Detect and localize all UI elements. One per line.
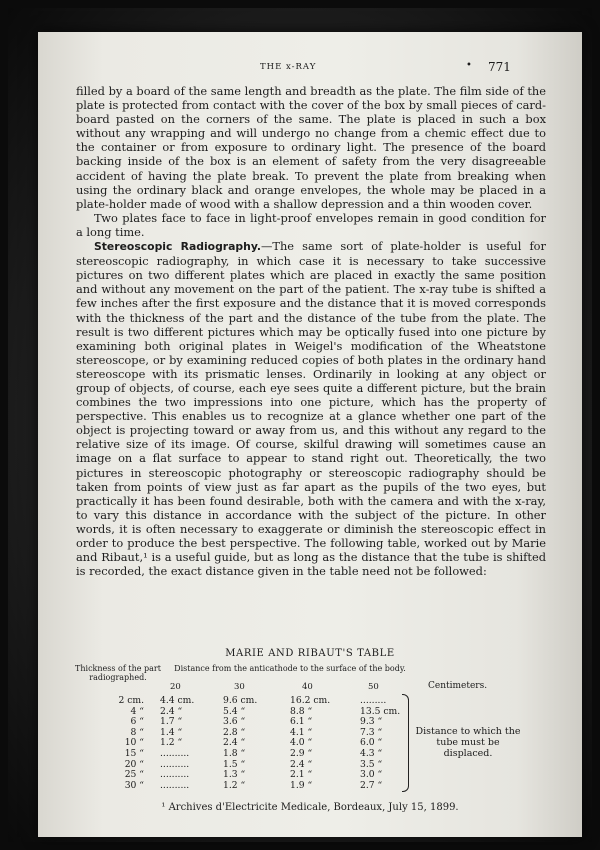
section-heading: Stereoscopic Radiography.	[94, 240, 261, 254]
distance-cell: 3.0 “	[360, 769, 383, 781]
distance-cell: 7.3 “	[360, 726, 383, 738]
thickness-cell: 2 cm.	[118, 695, 144, 706]
distance-cell: 9.3 “	[360, 716, 383, 728]
distance-cell: 8.8 “	[290, 705, 313, 717]
distance-cell: 4.3 “	[360, 748, 383, 759]
page-number: 771	[488, 60, 511, 74]
distance-header: Distance from the anticathode to the surface of the body.	[174, 664, 406, 673]
photo-frame	[8, 8, 592, 842]
distance-column-label: 50	[368, 682, 379, 692]
distance-cell: ..........	[160, 748, 190, 759]
running-title: THE x-RAY	[260, 62, 317, 72]
distance-cell: 13.5 cm.	[360, 705, 401, 717]
distance-table	[38, 32, 582, 837]
book-page	[38, 32, 582, 837]
thickness-cell: 10 “	[124, 737, 144, 749]
distance-cell: .........	[360, 695, 387, 706]
footnote: ¹ Archives d'Electricite Medicale, Bordeaux, July 15, 1899.	[161, 802, 459, 813]
distance-cell: 1.7 “	[160, 716, 183, 728]
section-text: —The same sort of plate-holder is useful for stereoscopic radiography, in which case it is necessary to take successive pictures on two different plates which are placed in exactly the same position and without any movement on the part of the patient. The x-ray tube is shifted a few inches after the first exposure and the distance that it is moved corresponds with the thickness of the part and the distance of the tube from the plate. The result is two different pictures which may be optically fused into one picture by examining both original plates in Weigel's modification of the Wheatstone stereoscope, or by examining reduced copies of both plates in the ordinary hand stereoscope with its prismatic lenses. Ordinarily in looking at any object or group of objects, of course, each eye sees quite a different picture, but the brain combines the two impressions into one picture, which has the property of perspective. This enables us to recognize at a glance whether one part of the object is projecting toward or away from us, and this without any regard to the relative size of its image. Of course, skilful drawing will sometimes cause an image on a flat surface to appear to stand right out. Theoretically, the two pictures in stereoscopic photography or stereoscopic radiography should be taken from points of view just as far apart as the pupils of the two eyes, but practically it has been found desirable, both with the camera and with the x-ray, to vary this distance in accordance with the subject of the picture. In other words, it is often necessary to exaggerate or diminish the stereoscopic effect in order to produce the best perspective. The following table, worked out by Marie and Ribaut,¹ is a useful guide, but as long as the distance that the tube is shifted is recorded, the exact distance given in the table need not be followed:	[76, 239, 546, 579]
distance-cell: 2.7 “	[360, 779, 383, 791]
distance-column-label: 20	[170, 682, 181, 692]
distance-cell: 2.1 “	[290, 769, 313, 781]
bullet-mark: •	[466, 60, 473, 71]
thickness-cell: 20 “	[124, 758, 144, 770]
distance-cell: 5.4 “	[223, 705, 246, 717]
paragraph: Two plates face to face in light-proof envelopes remain in good condition for a long time.	[76, 210, 546, 239]
distance-cell: 2.9 “	[290, 748, 313, 759]
distance-cell: ..........	[160, 758, 190, 770]
distance-cell: ..........	[160, 779, 190, 791]
distance-cell: 1.3 “	[223, 769, 246, 781]
distance-cell: 3.5 “	[360, 758, 383, 770]
distance-cell: 6.1 “	[290, 716, 313, 728]
thickness-cell: 4 “	[130, 705, 144, 717]
thickness-cell: 8 “	[130, 726, 144, 738]
distance-cell: 4.4 cm.	[160, 695, 195, 706]
distance-cell: 9.6 cm.	[223, 695, 258, 706]
distance-cell: 1.2 “	[160, 737, 183, 749]
distance-cell: 1.9 “	[290, 779, 313, 791]
units-header: Centimeters.	[428, 681, 488, 691]
thickness-header: Thickness of the part radiographed.	[75, 664, 161, 682]
distance-cell: 2.4 “	[290, 758, 313, 770]
table-title: MARIE AND RIBAUT'S TABLE	[225, 648, 395, 659]
distance-cell: 1.5 “	[223, 758, 246, 770]
distance-cell: 1.8 “	[223, 748, 246, 759]
distance-cell: 2.4 “	[223, 737, 246, 749]
distance-cell: ..........	[160, 769, 190, 781]
distance-cell: 1.2 “	[223, 779, 246, 791]
distance-column-label: 30	[234, 682, 245, 692]
distance-cell: 2.4 “	[160, 705, 183, 717]
distance-cell: 6.0 “	[360, 737, 383, 749]
brace	[402, 694, 409, 792]
thickness-cell: 30 “	[124, 779, 144, 791]
thickness-cell: 6 “	[130, 716, 144, 728]
paragraph: filled by a board of the same length and breadth as the plate. The film side of the plate is protected from contact with the cover of the box by small pieces of card-board pasted on the corners of the same. The plate is placed in such a box without any wrapping and will undergo no change from a chemic effect due to the container or from exposure to ordinary light. The presence of the board backing inside of the box is an element of safety from the very disagreeable accident of having the plate break. To prevent the plate from breaking when using the ordinary black and orange envelopes, the whole may be placed in a plate-holder made of wood with a shallow depression and a thin wooden cover.	[76, 84, 546, 211]
thickness-cell: 15 “	[124, 748, 144, 759]
distance-cell: 4.1 “	[290, 726, 313, 738]
side-note: Distance to which the tube must be displaced.	[415, 726, 521, 759]
distance-cell: 4.0 “	[290, 737, 313, 749]
distance-cell: 16.2 cm.	[290, 695, 331, 706]
thickness-cell: 25 “	[124, 769, 144, 781]
distance-cell: 2.8 “	[223, 726, 246, 738]
distance-column-label: 40	[302, 682, 313, 692]
distance-cell: 3.6 “	[223, 716, 246, 728]
distance-cell: 1.4 “	[160, 726, 183, 738]
